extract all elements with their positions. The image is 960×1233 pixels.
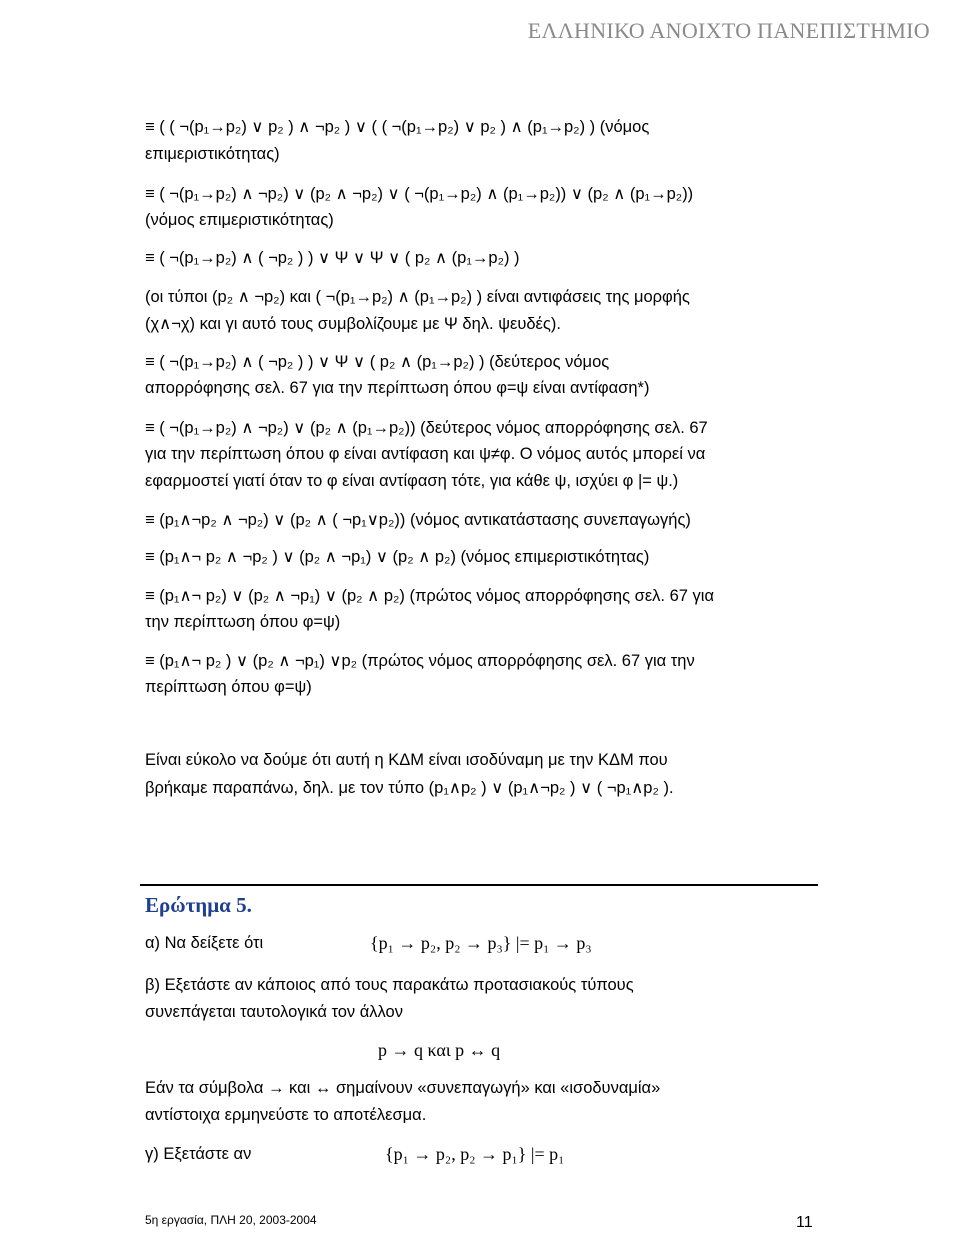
derivation-line: ≡ (p₁∧¬p₂ ∧ ¬p₂) ∨ (p₂ ∧ ( ¬p₁∨p₂)) (νόμος αντικατάστασης συνεπαγωγής) [145, 511, 691, 529]
derivation-line: (νόμος επιμεριστικότητας) [145, 211, 334, 229]
derivation-line: εφαρμοστεί γιατί όταν το φ είναι αντίφαση τότε, για κάθε ψ, ισχύει φ |= ψ.) [145, 472, 679, 490]
derivation-line: περίπτωση όπου φ=ψ) [145, 678, 312, 696]
derivation-line: ≡ ( ( ¬(p₁→p₂) ∨ p₂ ) ∧ ¬p₂ ) ∨ ( ( ¬(p₁→p₂) ∨ p₂ ) ∧ (p₁→p₂) ) (νόμος [145, 118, 650, 136]
question-5-title: Ερώτημα 5. [145, 893, 252, 917]
question-g-formula: {p₁ → p₂, p₂ → p₁} |= p₁ [385, 1144, 565, 1164]
question-b-explanation: αντίστοιχα ερμηνεύστε το αποτέλεσμα. [145, 1106, 427, 1124]
question-b-explanation: Εάν τα σύμβολα → και ↔ σημαίνουν «συνεπαγωγή» και «ισοδυναμία» [145, 1079, 661, 1097]
derivation-line: για την περίπτωση όπου φ είναι αντίφαση και ψ≠φ. Ο νόμος αυτός μπορεί να [145, 445, 706, 463]
question-b-formula: p → q και p ↔ q [378, 1040, 501, 1060]
derivation-line: ≡ ( ¬(p₁→p₂) ∧ ( ¬p₂ ) ) ∨ Ψ ∨ Ψ ∨ ( p₂ ∧ (p₁→p₂) ) [145, 249, 520, 267]
derivation-line: απορρόφησης σελ. 67 για την περίπτωση όπου φ=ψ είναι αντίφαση*) [145, 379, 650, 397]
derivation-line: ≡ (p₁∧¬ p₂ ) ∨ (p₂ ∧ ¬p₁) ∨p₂ (πρώτος νόμος απορρόφησης σελ. 67 για την [145, 652, 695, 670]
question-a-formula: {p₁ → p₂, p₂ → p₃} |= p₁ → p₃ [370, 933, 592, 953]
derivation-line: ≡ ( ¬(p₁→p₂) ∧ ¬p₂) ∨ (p₂ ∧ (p₁→p₂)) (δεύτερος νόμος απορρόφησης σελ. 67 [145, 419, 708, 437]
question-b-line: συνεπάγεται ταυτολογικά τον άλλον [145, 1003, 403, 1021]
derivation-line: (οι τύποι (p₂ ∧ ¬p₂) και ( ¬(p₁→p₂) ∧ (p₁→p₂) ) είναι αντιφάσεις της μορφής [145, 288, 690, 306]
question-a-label: α) Να δείξετε ότι [145, 934, 264, 952]
derivation-line: (χ∧¬χ) και γι αυτό τους συμβολίζουμε με Ψ δηλ. ψευδές). [145, 315, 561, 333]
question-b-line: β) Εξετάστε αν κάποιος από τους παρακάτω προτασιακούς τύπους [145, 976, 634, 994]
footer-course-info: 5η εργασία, ΠΛΗ 20, 2003-2004 [145, 1213, 317, 1227]
conclusion-line: βρήκαμε παραπάνω, δηλ. με τον τύπο (p₁∧p₂ ) ∨ (p₁∧¬p₂ ) ∨ ( ¬p₁∧p₂ ). [145, 779, 674, 797]
derivation-line: ≡ ( ¬(p₁→p₂) ∧ ¬p₂) ∨ (p₂ ∧ ¬p₂) ∨ ( ¬(p₁→p₂) ∧ (p₁→p₂)) ∨ (p₂ ∧ (p₁→p₂)) [145, 185, 694, 203]
derivation-line: την περίπτωση όπου φ=ψ) [145, 613, 341, 631]
question-g-label: γ) Εξετάστε αν [145, 1145, 252, 1163]
section-divider [140, 884, 818, 886]
derivation-line: επιμεριστικότητας) [145, 145, 280, 163]
page-header-title: ΕΛΛΗΝΙΚΟ ΑΝΟΙΧΤΟ ΠΑΝΕΠΙΣΤΗΜΙΟ [527, 18, 930, 43]
derivation-line: ≡ ( ¬(p₁→p₂) ∧ ( ¬p₂ ) ) ∨ Ψ ∨ ( p₂ ∧ (p₁→p₂) ) (δεύτερος νόμος [145, 353, 610, 371]
conclusion-line: Είναι εύκολο να δούμε ότι αυτή η ΚΔΜ είναι ισοδύναμη με την ΚΔΜ που [145, 751, 668, 769]
derivation-line: ≡ (p₁∧¬ p₂) ∨ (p₂ ∧ ¬p₁) ∨ (p₂ ∧ p₂) (πρώτος νόμος απορρόφησης σελ. 67 για [145, 587, 714, 605]
derivation-line: ≡ (p₁∧¬ p₂ ∧ ¬p₂ ) ∨ (p₂ ∧ ¬p₁) ∨ (p₂ ∧ p₂) (νόμος επιμεριστικότητας) [145, 548, 650, 566]
page-number: 11 [796, 1214, 813, 1231]
